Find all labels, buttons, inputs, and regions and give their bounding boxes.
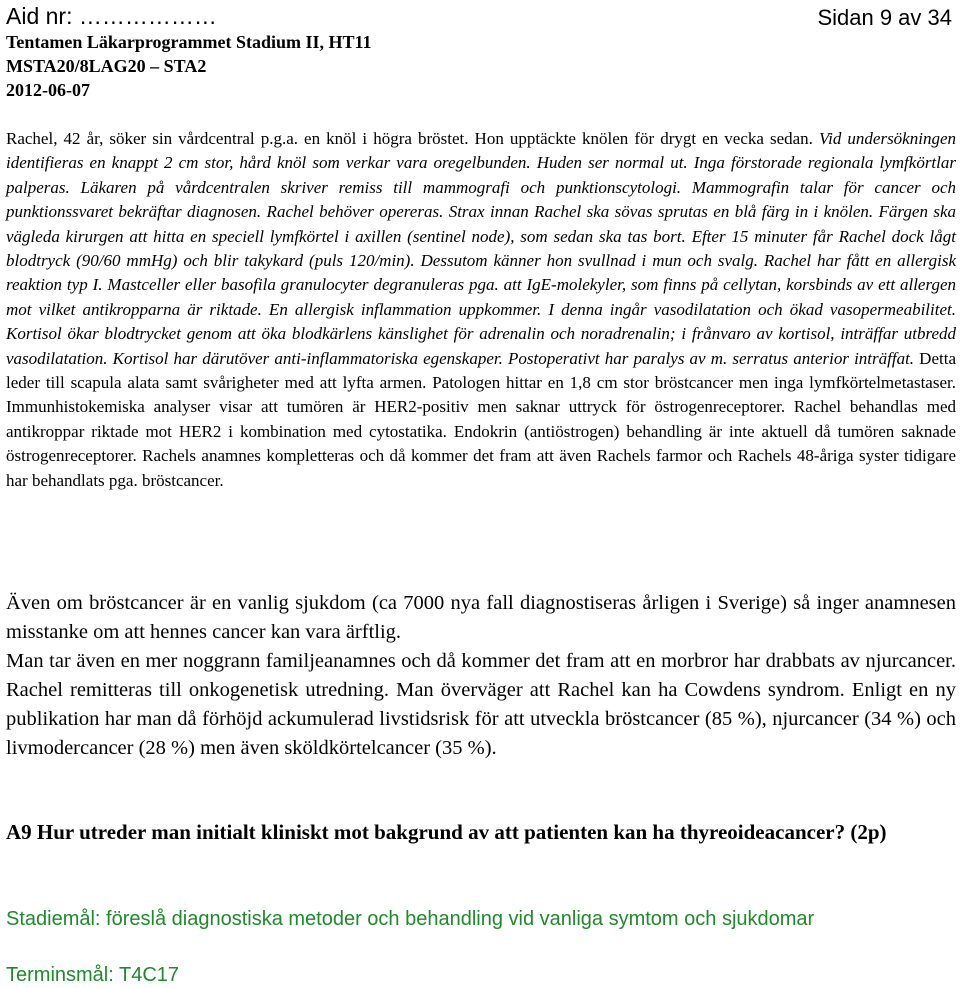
case-continuation: Detta leder till scapula alata samt svårigheter med att lyfta armen. Patologen hittar en 1,8 cm stor bröstcancer men inga lymfkörtelmetastaser. Immunhistokemiska analyser visar att tumören är HER2-positiv men saknar uttryck för östrogenreceptorer. Rachel behandlas med antikroppar riktade mot HER2 i kombination med cytostatika. Endokrin (antiöstrogen) behandling är inte aktuell då tumören saknade östrogenreceptorer. Rachels anamnes kompletteras och då kommer det fram att även Rachels farmor och Rachels 48-åriga syster tidigare har behandlats pga. bröstcancer. [6,348,956,490]
aid-number-label: Aid nr: ……………… [6,3,217,29]
exam-date: 2012-06-07 [6,80,90,100]
document-page [6,0,956,986]
page-header [6,0,956,106]
terminsmal-text: Terminsmål: T4C17 [6,964,180,986]
question-a9: A9 Hur utreder man initialt kliniskt mot bakgrund av att patienten kan ha thyreoideacancer? (2p) [6,820,887,844]
case-followup [6,589,956,763]
course-code: MSTA20/8LAG20 – STA2 [6,56,207,76]
followup-line-1: Även om bröstcancer är en vanlig sjukdom (ca 7000 nya fall diagnostiseras årligen i Sverige) så inger anamnesen misstanke om att hennes cancer kan vara ärftlig. [6,592,956,643]
exam-title: Tentamen Läkarprogrammet Stadium II, HT11 [6,32,372,52]
page-number: Sidan 9 av 34 [817,5,952,30]
case-italic-section: Vid undersökningen identifieras en knappt 2 cm stor, hård knöl som verkar vara oregelbunden. Huden ser normal ut. Inga förstorade regionala lymfkörtlar palperas. Läkaren på vårdcentralen skriver remiss till mammografi och punktionscytologi. Mammografin talar för cancer och punktionssvaret bekräftar diagnosen. Rachel behöver opereras. Strax innan Rachel ska sövas sprutas en blå färg in i knölen. Färgen ska vägleda kirurgen att hitta en speciell lymfkörtel i axillen (sentinel node), som sedan ska tas bort. Efter 15 minuter får Rachel dock lågt blodtryck (90/60 mmHg) och blir takykard (puls 120/min). Dessutom känner hon svullnad i mun och svalg. Rachel har fått en allergisk reaktion typ I. Mastceller eller basofila granulocyter degranuleras pga. att IgE-molekyler, som finns på cellytan, korsbinds av ett allergen mot vilket antikropparna är riktade. En allergisk inflammation uppkommer. I denna ingår vasodilatation och ökad vasopermeabilitet. Kortisol ökar blodtrycket genom att öka blodkärlens känslighet för adrenalin och noradrenalin; i frånvaro av kortisol, inträffar utbredd vasodilatation. Kortisol har därutöver anti-inflammatoriska egenskaper. Postoperativt har paralys av m. serratus anterior inträffat. [6,129,956,368]
case-intro: Rachel, 42 år, söker sin vårdcentral p.g.a. en knöl i högra bröstet. Hon upptäckte knölen för drygt en vecka sedan. [6,129,819,148]
case-description [6,127,956,493]
followup-line-2: Man tar även en mer noggrann familjeanamnes och då kommer det fram att en morbror har drabbats av njurcancer. Rachel remitteras till onkogenetisk utredning. Man överväger att Rachel kan ha Cowdens syndrom. Enligt en ny publikation har man då förhöjd ackumulerad livstidsrisk för att utveckla bröstcancer (85 %), njurcancer (34 %) och livmodercancer (28 %) men även sköldkörtelcancer (35 %). [6,650,956,759]
stadiemal-text: Stadiemål: föreslå diagnostiska metoder och behandling vid vanliga symtom och sjukdomar [6,908,815,930]
